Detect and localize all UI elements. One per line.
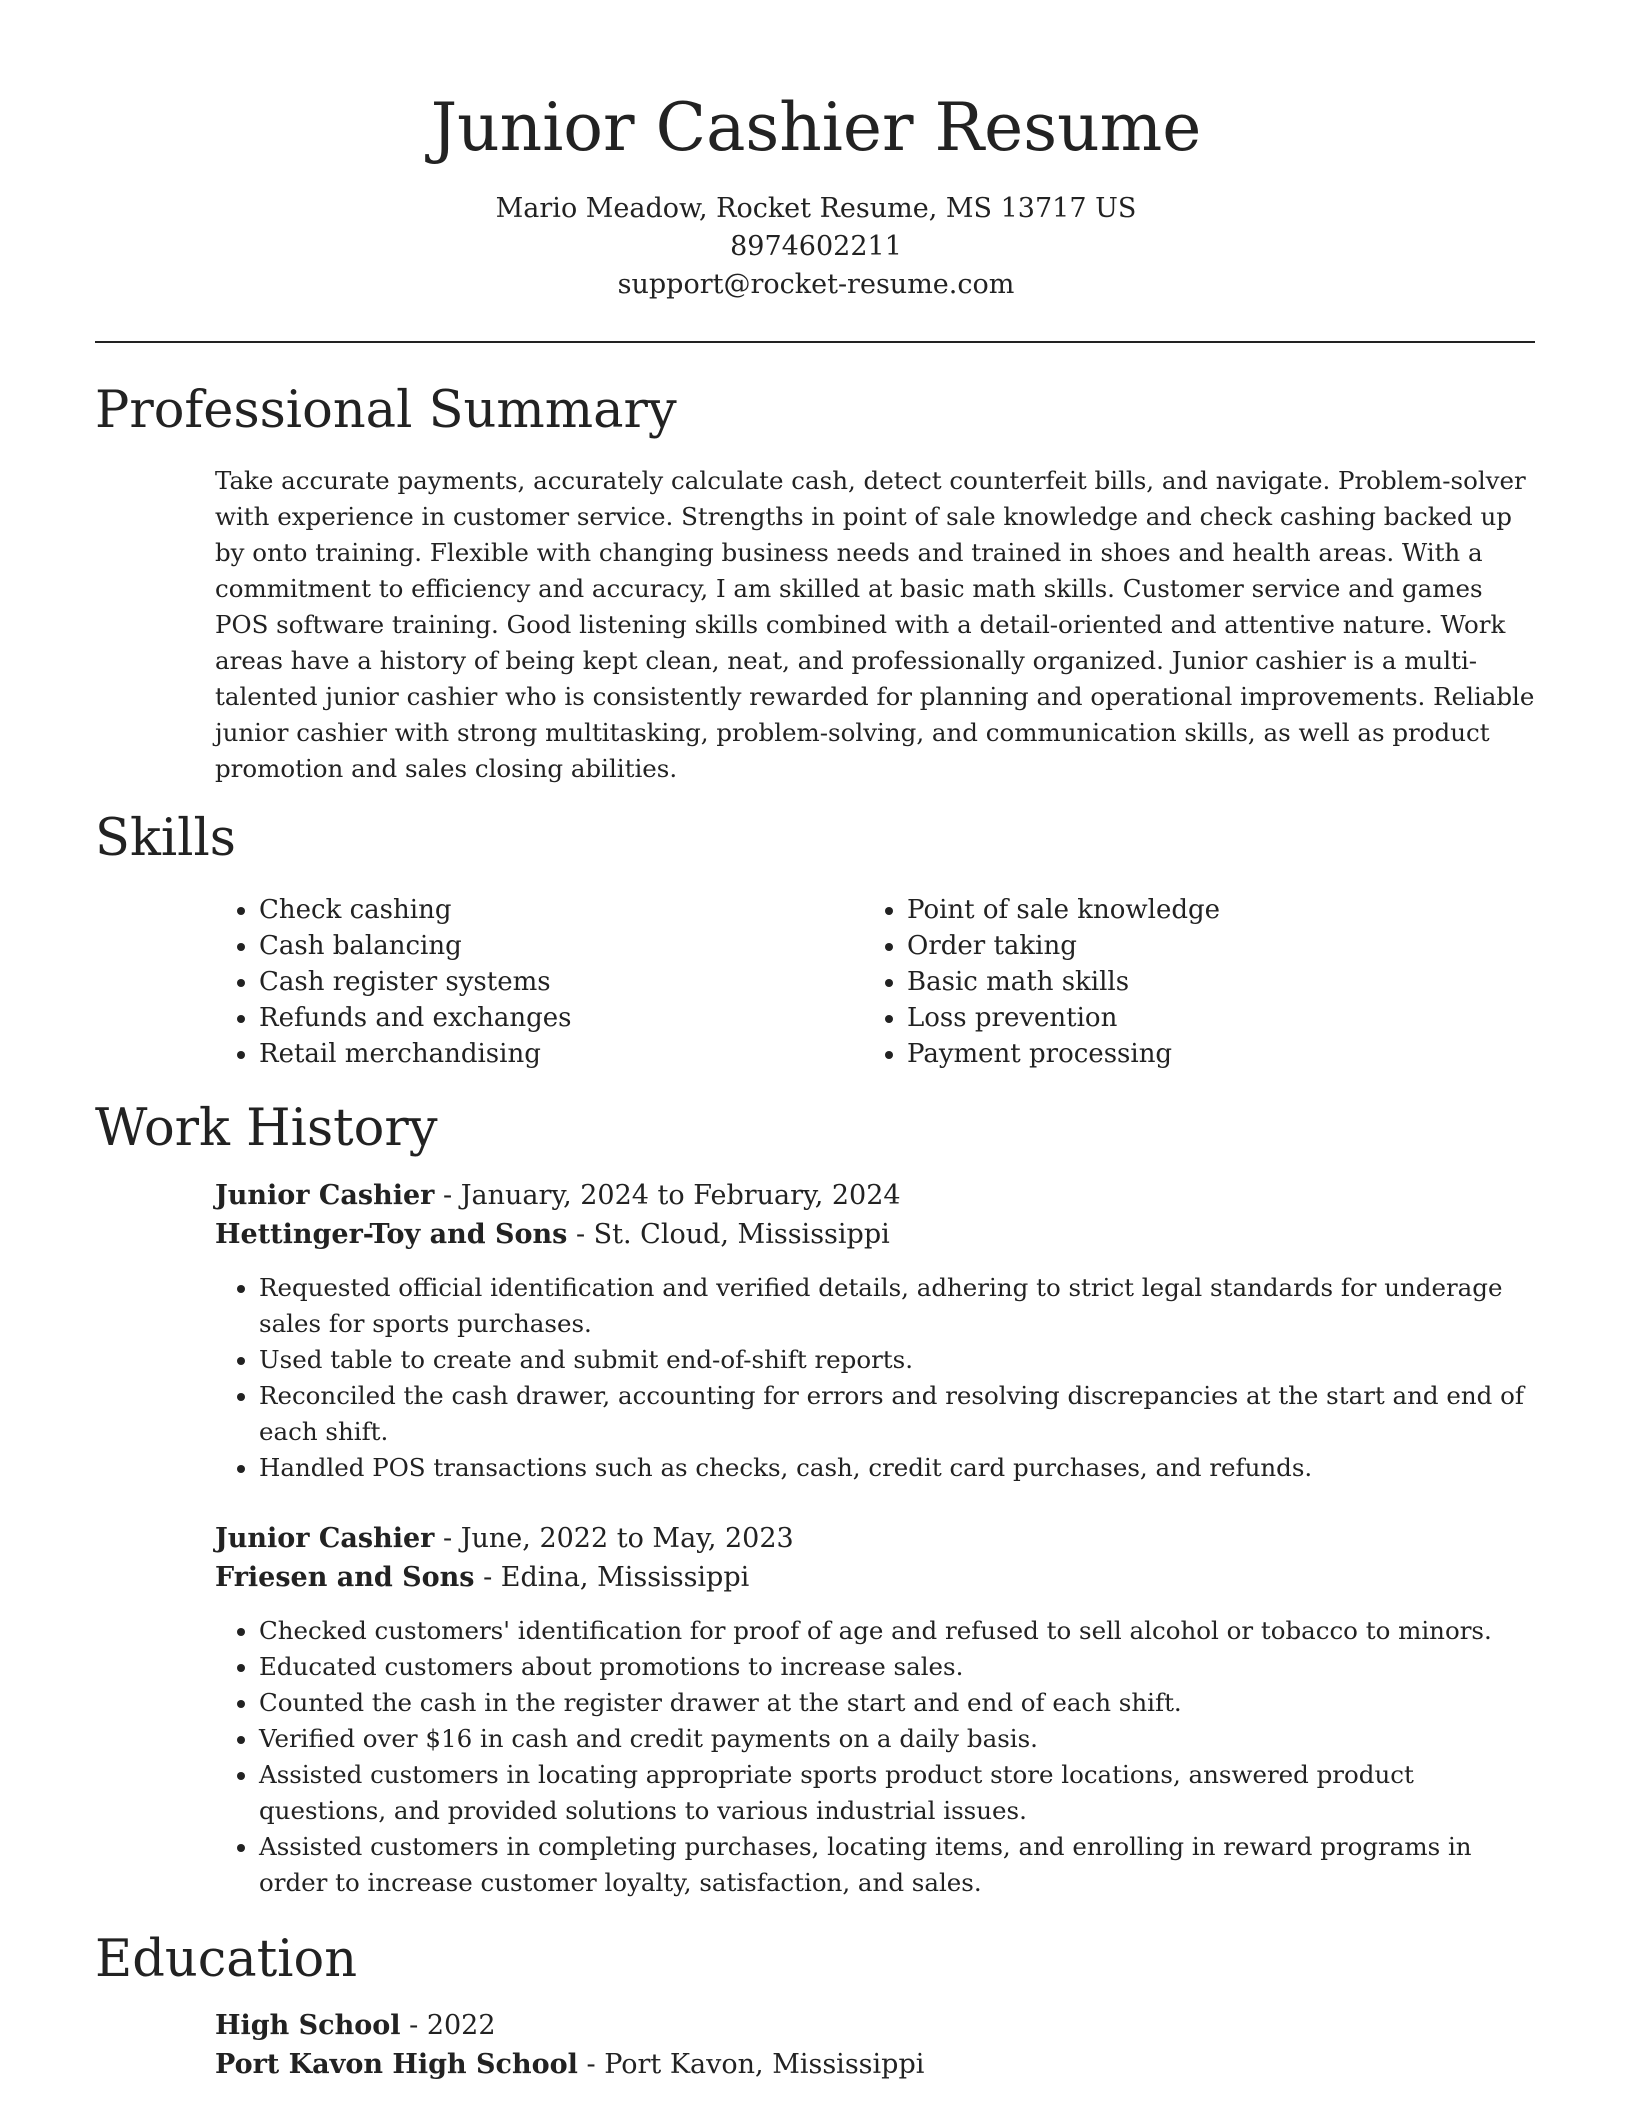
list-item: • Requested official identification and verified details, adhering to strict legal standards for underage sales for sports purchases. <box>259 1270 1535 1342</box>
list-item: • Assisted customers in completing purchases, locating items, and enrolling in reward programs in order to increase customer loyalty, satisfaction, and sales. <box>259 1829 1535 1901</box>
skill-item: • Refunds and exchanges <box>259 1000 863 1036</box>
skill-item: • Loss prevention <box>907 1000 1511 1036</box>
education-degree-line <box>215 2006 1535 2045</box>
job-location: - St. Cloud, Mississippi <box>567 1219 890 1250</box>
skill-item: • Point of sale knowledge <box>907 892 1511 928</box>
job-title: Junior Cashier <box>215 1523 435 1554</box>
education-degree: High School <box>215 2010 401 2041</box>
job-title: Junior Cashier <box>215 1180 435 1211</box>
list-item: • Checked customers' identification for proof of age and refused to sell alcohol or tobacco to minors. <box>259 1613 1535 1649</box>
skills-column-right <box>863 892 1511 1072</box>
job-2-bullets <box>215 1613 1535 1901</box>
skill-item: • Payment processing <box>907 1036 1511 1072</box>
job-location: - Edina, Mississippi <box>474 1562 750 1593</box>
skill-item: • Check cashing <box>259 892 863 928</box>
job-2-title-line <box>215 1519 1535 1558</box>
contact-info <box>0 190 1632 304</box>
skill-item: • Cash balancing <box>259 928 863 964</box>
summary-heading: Professional Summary <box>95 381 677 440</box>
skills-list <box>215 892 1535 1072</box>
skills-heading: Skills <box>95 809 236 868</box>
education-heading: Education <box>95 1930 358 1989</box>
resume-title: Junior Cashier Resume <box>430 89 1202 166</box>
job-company: Friesen and Sons <box>215 1562 475 1593</box>
list-item: • Handled POS transactions such as checks, cash, credit card purchases, and refunds. <box>259 1450 1535 1486</box>
skills-column-left <box>215 892 863 1072</box>
list-item: • Educated customers about promotions to increase sales. <box>259 1649 1535 1685</box>
header-divider <box>95 341 1535 343</box>
job-dates: - June, 2022 to May, 2023 <box>434 1523 794 1554</box>
skill-item: • Cash register systems <box>259 964 863 1000</box>
job-company: Hettinger-Toy and Sons <box>215 1219 568 1250</box>
job-dates: - January, 2024 to February, 2024 <box>434 1180 901 1211</box>
job-1-bullets <box>215 1270 1535 1486</box>
skill-item: • Order taking <box>907 928 1511 964</box>
work-history-heading: Work History <box>95 1099 438 1158</box>
skill-item: • Basic math skills <box>907 964 1511 1000</box>
skill-item: • Retail merchandising <box>259 1036 863 1072</box>
job-1-company-line <box>215 1215 1535 1254</box>
list-item: • Counted the cash in the register drawer at the start and end of each shift. <box>259 1685 1535 1721</box>
list-item: • Assisted customers in locating appropriate sports product store locations, answered product questions, and provided solutions to various industrial issues. <box>259 1757 1535 1829</box>
education-location: - Port Kavon, Mississippi <box>577 2049 925 2080</box>
education-year: - 2022 <box>400 2010 496 2041</box>
contact-email: support@rocket-resume.com <box>617 269 1015 300</box>
summary-text: Take accurate payments, accurately calculate cash, detect counterfeit bills, and navigate. Problem-solver with experience in customer service. Strengths in point of sale knowledge and check cashing backed up by onto training. Flexible with changing business needs and trained in shoes and health areas. With a commitment to efficiency and accuracy, I am skilled at basic math skills. Customer service and games POS software training. Good listening skills combined with a detail-oriented and attentive nature. Work areas have a history of being kept clean, neat, and professionally organized. Junior cashier is a multi-talented junior cashier who is consistently rewarded for planning and operational improvements. Reliable junior cashier with strong multitasking, problem-solving, and communication skills, as well as product promotion and sales closing abilities. <box>215 466 1535 783</box>
contact-phone: 8974602211 <box>730 231 902 262</box>
job-2-company-line <box>215 1558 1535 1597</box>
list-item: • Reconciled the cash drawer, accounting for errors and resolving discrepancies at the start and end of each shift. <box>259 1378 1535 1450</box>
list-item: • Verified over $16 in cash and credit payments on a daily basis. <box>259 1721 1535 1757</box>
job-1-title-line <box>215 1176 1535 1215</box>
education-school-line <box>215 2045 1535 2084</box>
education-school: Port Kavon High School <box>215 2049 578 2080</box>
list-item: • Used table to create and submit end-of-shift reports. <box>259 1342 1535 1378</box>
contact-address: Mario Meadow, Rocket Resume, MS 13717 US <box>495 193 1137 224</box>
